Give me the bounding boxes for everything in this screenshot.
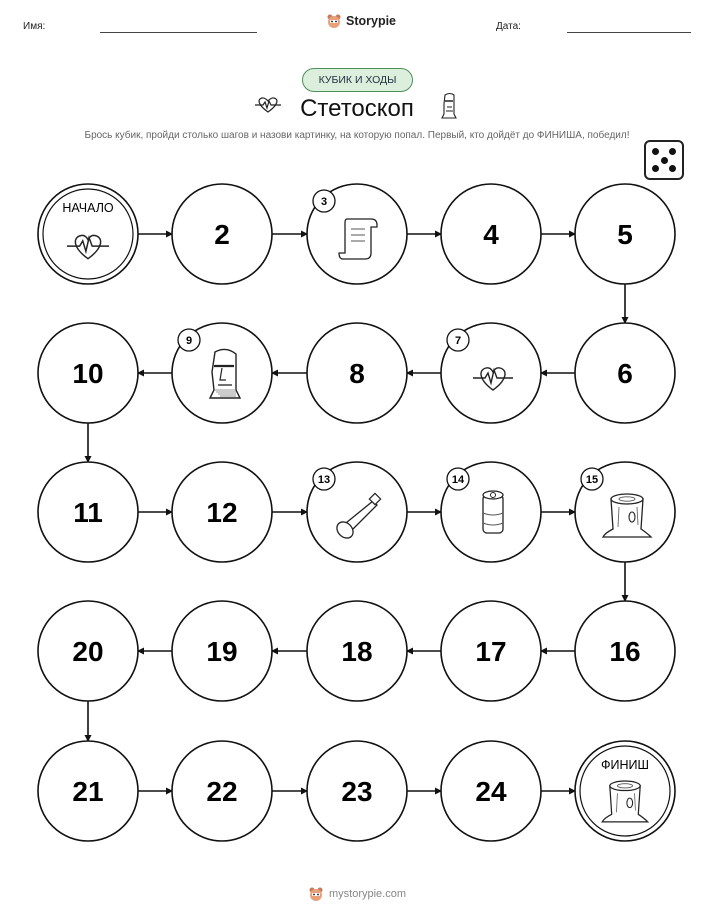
cell-badge-number: 3 (320, 196, 328, 208)
board-cell[interactable] (307, 741, 407, 841)
start-label: НАЧАЛО (62, 201, 114, 215)
cell-badge-number: 7 (454, 335, 462, 347)
game-type-badge: КУБИК И ХОДЫ (302, 68, 413, 92)
finish-label: ФИНИШ (601, 758, 649, 772)
cell-number: 18 (341, 636, 373, 667)
board-cell[interactable] (307, 601, 407, 701)
cell-number: 11 (73, 497, 103, 528)
cell-number: 4 (483, 219, 499, 250)
cell-number: 23 (341, 776, 373, 807)
cell-number: 22 (206, 776, 238, 807)
board-cell[interactable] (172, 184, 272, 284)
footer (0, 886, 714, 902)
board-cell[interactable] (38, 462, 138, 562)
board-cell[interactable] (575, 601, 675, 701)
board-cell[interactable] (575, 184, 675, 284)
cell-number: 17 (475, 636, 507, 667)
scroll-icon (339, 219, 377, 259)
date-label: Дата: (496, 21, 521, 32)
board-cell[interactable] (172, 741, 272, 841)
start-cell[interactable] (38, 184, 138, 284)
cell-number: 20 (72, 636, 104, 667)
board-cell[interactable] (441, 323, 541, 423)
brand-name: Storypie (346, 14, 397, 28)
board-cell[interactable] (38, 323, 138, 423)
board-cell[interactable] (172, 462, 272, 562)
board-cell[interactable] (441, 601, 541, 701)
cell-badge (178, 329, 200, 351)
cell-badge-number: 15 (585, 474, 599, 486)
board-cell[interactable] (38, 741, 138, 841)
cell-badge-number: 9 (185, 335, 193, 347)
instructions: Брось кубик, пройди столько шагов и назови картинку, на которую попал. Первый, кто дойдёт до ФИНИША, победил! (84, 130, 630, 141)
finish-cell[interactable] (575, 741, 675, 841)
cell-number: 24 (475, 776, 507, 807)
board-cell[interactable] (575, 462, 675, 562)
cell-number: 8 (349, 358, 365, 389)
moai-icon (210, 349, 240, 398)
board-cell[interactable] (172, 601, 272, 701)
board-cell[interactable] (575, 323, 675, 423)
cell-badge (447, 468, 469, 490)
cell-number: 19 (206, 636, 238, 667)
board-cell[interactable] (441, 741, 541, 841)
board-cell[interactable] (307, 184, 407, 284)
cell-number: 6 (617, 358, 633, 389)
cell-badge (313, 190, 335, 212)
cell-number: 5 (617, 219, 633, 250)
page-title: Стетоскоп (300, 95, 414, 122)
board-cell[interactable] (172, 323, 272, 423)
board-cell[interactable] (441, 462, 541, 562)
cell-number: 2 (214, 219, 230, 250)
board-cell[interactable] (307, 323, 407, 423)
board-cell[interactable] (307, 462, 407, 562)
cell-number: 10 (72, 358, 104, 389)
cell-badge (447, 329, 469, 351)
bear-logo-icon (308, 886, 324, 902)
name-label: Имя: (23, 21, 46, 32)
cell-number: 12 (206, 497, 238, 528)
board-cell[interactable] (38, 601, 138, 701)
footer-website: mystorypie.com (328, 888, 407, 900)
cell-number: 21 (72, 776, 104, 807)
cell-badge (581, 468, 603, 490)
bandage-roll-icon (483, 491, 503, 533)
cell-badge-number: 14 (451, 474, 465, 486)
cell-badge (313, 468, 335, 490)
board-cell[interactable] (441, 184, 541, 284)
cell-badge-number: 13 (317, 474, 331, 486)
cell-number: 16 (609, 636, 641, 667)
